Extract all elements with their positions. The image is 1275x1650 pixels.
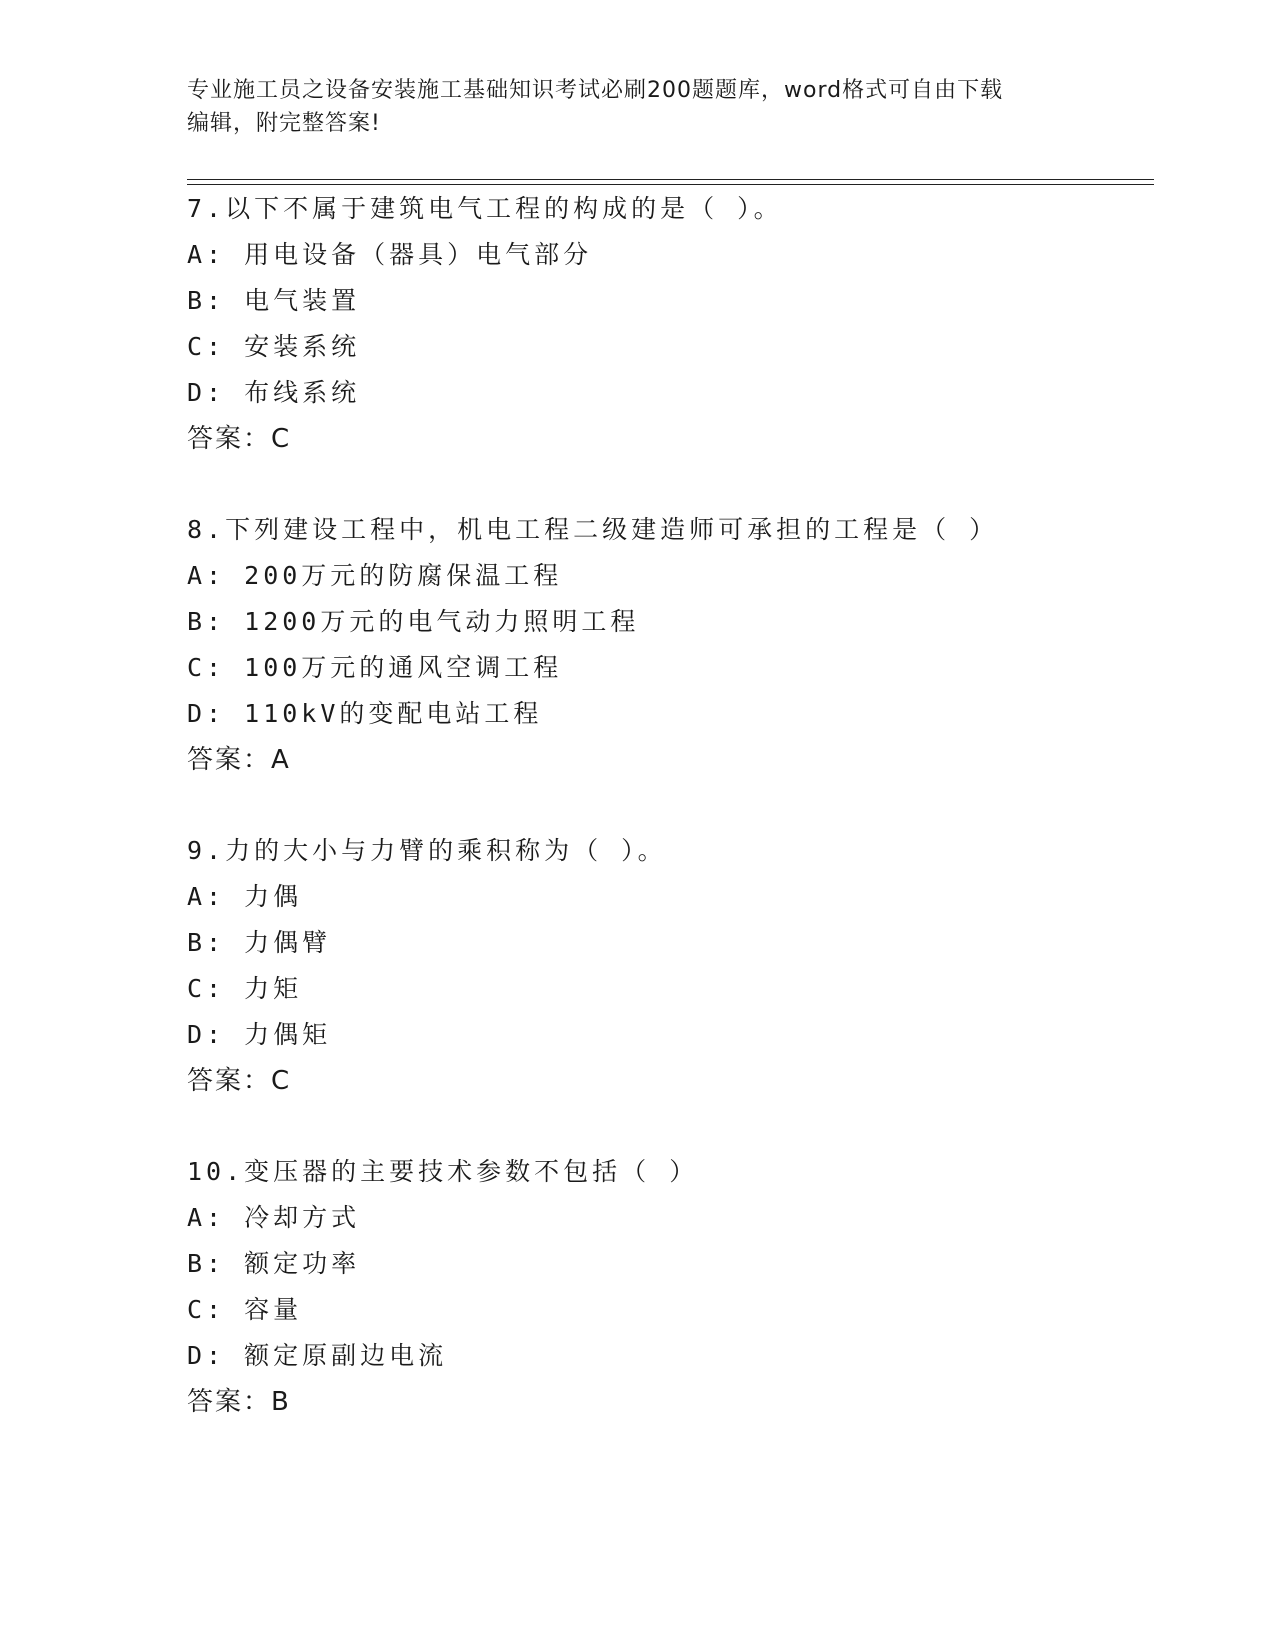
option-c: C: 容量 <box>187 1295 303 1324</box>
answer: 答案：B <box>187 1387 291 1417</box>
header-divider-bottom <box>187 184 1154 185</box>
header-line-2: 编辑，附完整答案! <box>187 111 381 136</box>
question-7 <box>187 186 1147 462</box>
option-d: D: 额定原副边电流 <box>187 1341 448 1370</box>
option-c: C: 100万元的通风空调工程 <box>187 653 563 682</box>
question-stem: 9.力的大小与力臂的乘积称为（ ）。 <box>187 836 667 865</box>
option-c: C: 安装系统 <box>187 332 361 361</box>
question-10 <box>187 1149 1147 1425</box>
option-b: B: 额定功率 <box>187 1249 361 1278</box>
question-stem: 10.变压器的主要技术参数不包括（ ） <box>187 1157 699 1186</box>
header-line-1: 专业施工员之设备安装施工基础知识考试必刷200题题库，word格式可自由下载 <box>187 78 1004 103</box>
option-a: A: 冷却方式 <box>187 1203 361 1232</box>
option-a: A: 用电设备（器具）电气部分 <box>187 240 593 269</box>
question-list <box>187 186 1147 1470</box>
answer: 答案：A <box>187 745 291 775</box>
option-d: D: 布线系统 <box>187 378 361 407</box>
answer: 答案：C <box>187 424 292 454</box>
question-stem: 7.以下不属于建筑电气工程的构成的是（ ）。 <box>187 194 783 223</box>
question-8 <box>187 507 1147 783</box>
question-stem: 8.下列建设工程中，机电工程二级建造师可承担的工程是（ ） <box>187 515 999 544</box>
option-b: B: 力偶臂 <box>187 928 332 957</box>
option-b: B: 1200万元的电气动力照明工程 <box>187 607 640 636</box>
document-header <box>187 74 1077 140</box>
option-b: B: 电气装置 <box>187 286 361 315</box>
option-d: D: 力偶矩 <box>187 1020 332 1049</box>
option-d: D: 110kV的变配电站工程 <box>187 699 543 728</box>
header-divider-top <box>187 179 1154 180</box>
question-9 <box>187 828 1147 1104</box>
option-c: C: 力矩 <box>187 974 303 1003</box>
option-a: A: 200万元的防腐保温工程 <box>187 561 563 590</box>
answer: 答案：C <box>187 1066 292 1096</box>
option-a: A: 力偶 <box>187 882 303 911</box>
